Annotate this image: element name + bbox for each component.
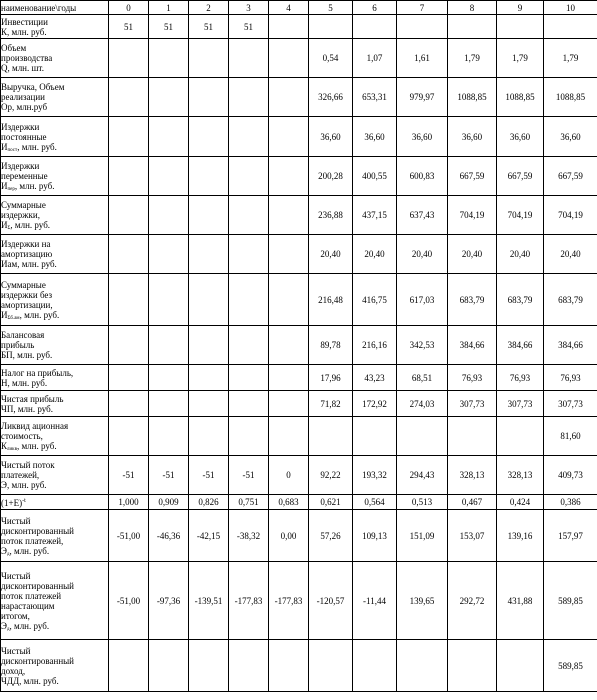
value-cell [149, 326, 189, 365]
value-cell [544, 15, 597, 39]
value-cell [189, 157, 229, 196]
row-label-line: Издержки [1, 161, 40, 171]
value-cell: 200,28 [309, 157, 353, 196]
value-cell [269, 117, 309, 157]
value-cell: 51 [229, 15, 269, 39]
value-cell: 437,15 [353, 196, 397, 235]
value-cell [309, 417, 353, 456]
row-label-line: Чистый [1, 570, 31, 581]
value-cell: -46,36 [149, 510, 189, 562]
value-cell [149, 157, 189, 196]
row-label-line: амортизацию [1, 249, 53, 259]
row-label-superscript: -t [22, 498, 26, 504]
value-cell: 307,73 [544, 391, 597, 417]
value-cell: 20,40 [448, 235, 497, 274]
row-label-line: постоянные [1, 131, 47, 142]
row-label-line: Чистый [1, 515, 31, 526]
row-label [1, 365, 109, 391]
value-cell: 89,78 [309, 326, 353, 365]
table-row [1, 417, 597, 456]
value-cell [229, 326, 269, 365]
value-cell: 704,19 [448, 196, 497, 235]
row-label-line: Объем [1, 43, 27, 53]
table-row [1, 78, 597, 117]
value-cell: 326,66 [309, 78, 353, 117]
value-cell: -51 [149, 456, 189, 495]
value-cell [149, 117, 189, 157]
row-label [1, 196, 109, 235]
value-cell [309, 640, 353, 692]
value-cell [149, 365, 189, 391]
row-label-line: Суммарные [1, 200, 46, 210]
row-label-line: реализации [1, 92, 45, 102]
value-cell: 274,03 [397, 391, 448, 417]
value-cell: 1088,85 [544, 78, 597, 117]
value-cell [397, 15, 448, 39]
row-label-line: Выручка, Объем [1, 82, 65, 92]
row-label [1, 391, 109, 417]
value-cell [109, 117, 149, 157]
value-cell: 342,53 [397, 326, 448, 365]
value-cell: 0,751 [229, 495, 269, 510]
value-cell [149, 640, 189, 692]
row-label-line: стоимость, [1, 431, 43, 441]
value-cell: -139,51 [189, 562, 229, 640]
row-label-line: прибыль [1, 340, 35, 350]
table-row [1, 235, 597, 274]
table-row [1, 39, 597, 78]
value-cell: 667,59 [544, 157, 597, 196]
table-row [1, 562, 597, 640]
value-cell: -51 [109, 456, 149, 495]
row-label-line: нарастающим [1, 600, 55, 611]
row-label-line: Балансовая [1, 330, 45, 340]
table-row [1, 196, 597, 235]
value-cell: 76,93 [448, 365, 497, 391]
value-cell: 36,60 [397, 117, 448, 157]
value-cell: 81,60 [544, 417, 597, 456]
row-label-subscript: д [6, 626, 10, 632]
value-cell: 683,79 [448, 274, 497, 326]
value-cell [448, 417, 497, 456]
value-cell: 216,16 [353, 326, 397, 365]
row-label-line: Чистый поток [1, 460, 55, 470]
value-cell: 409,73 [544, 456, 597, 495]
value-cell: 51 [149, 15, 189, 39]
value-cell [109, 235, 149, 274]
value-cell [269, 157, 309, 196]
value-cell [109, 391, 149, 417]
value-cell: 1,07 [353, 39, 397, 78]
row-label-line: издержки, [1, 210, 40, 220]
year-header: 3 [229, 1, 269, 15]
year-header: 9 [497, 1, 544, 15]
value-cell [109, 196, 149, 235]
row-label [1, 78, 109, 117]
value-cell [353, 640, 397, 692]
value-cell [149, 78, 189, 117]
value-cell: 1,79 [448, 39, 497, 78]
row-label [1, 495, 109, 510]
value-cell: 151,09 [397, 510, 448, 562]
value-cell: -38,32 [229, 510, 269, 562]
value-cell: 653,31 [353, 78, 397, 117]
value-cell [109, 640, 149, 692]
value-cell [269, 391, 309, 417]
value-cell [353, 417, 397, 456]
value-cell [109, 39, 149, 78]
value-cell [269, 365, 309, 391]
value-cell: 294,43 [397, 456, 448, 495]
row-label-line: Налог на прибыль, [1, 367, 74, 378]
value-cell: 51 [189, 15, 229, 39]
value-cell: 36,60 [448, 117, 497, 157]
value-cell: -177,83 [269, 562, 309, 640]
value-cell: 109,13 [353, 510, 397, 562]
row-label [1, 274, 109, 326]
value-cell: 20,40 [353, 235, 397, 274]
year-header: 2 [189, 1, 229, 15]
value-cell: -177,83 [229, 562, 269, 640]
row-label-subscript: Σ [7, 226, 11, 231]
value-cell [229, 196, 269, 235]
value-cell [189, 326, 229, 365]
year-header: 7 [397, 1, 448, 15]
value-cell: -11,44 [353, 562, 397, 640]
value-cell [109, 78, 149, 117]
value-cell: 637,43 [397, 196, 448, 235]
value-cell: 193,32 [353, 456, 397, 495]
value-cell: 76,93 [544, 365, 597, 391]
value-cell [269, 274, 309, 326]
row-label [1, 510, 109, 562]
row-label [1, 417, 109, 456]
value-cell: 172,92 [353, 391, 397, 417]
value-cell: 1,61 [397, 39, 448, 78]
value-cell: 589,85 [544, 640, 597, 692]
value-cell: 0,54 [309, 39, 353, 78]
value-cell: 0,386 [544, 495, 597, 510]
value-cell: 416,75 [353, 274, 397, 326]
value-cell: 307,73 [448, 391, 497, 417]
row-label [1, 235, 109, 274]
value-cell [397, 640, 448, 692]
value-cell: 0,621 [309, 495, 353, 510]
row-label [1, 326, 109, 365]
table-row [1, 326, 597, 365]
value-cell: 1,79 [544, 39, 597, 78]
value-cell: 0 [269, 456, 309, 495]
value-cell [149, 39, 189, 78]
value-cell: 71,82 [309, 391, 353, 417]
row-label-line: Н, млн. руб. [1, 377, 48, 388]
value-cell [448, 640, 497, 692]
table-row [1, 274, 597, 326]
row-label-line: переменные [1, 171, 48, 181]
value-cell [269, 39, 309, 78]
row-label-line: Э, млн. руб. [1, 480, 47, 490]
header-row [1, 1, 597, 15]
table-row [1, 495, 597, 510]
row-label-unit-line: $И_{\Sigma б.ам}$, млн. руб. [1, 309, 60, 321]
value-cell: 36,60 [309, 117, 353, 157]
row-label-unit-line: $К_{ликв}$, млн. руб. [1, 441, 57, 452]
row-label-line: дисконтированный [1, 580, 74, 591]
row-label-subscript: д [6, 551, 10, 557]
value-cell: 292,72 [448, 562, 497, 640]
row-label-line: Издержки [1, 121, 40, 132]
value-cell: 139,16 [497, 510, 544, 562]
value-cell: -120,57 [309, 562, 353, 640]
value-cell [149, 274, 189, 326]
value-cell: 36,60 [353, 117, 397, 157]
value-cell [229, 78, 269, 117]
value-cell [397, 417, 448, 456]
row-label-line: Q, млн. шт. [1, 63, 44, 73]
value-cell [229, 391, 269, 417]
value-cell: 0,683 [269, 495, 309, 510]
row-label-line: Ликвид ационная [1, 421, 69, 431]
value-cell [497, 15, 544, 39]
value-cell [109, 274, 149, 326]
value-cell: 589,85 [544, 562, 597, 640]
row-label-line: поток платежей, [1, 535, 64, 546]
value-cell: -51,00 [109, 562, 149, 640]
row-label-subscript: пер [7, 187, 15, 192]
row-label-line: платежей, [1, 470, 40, 480]
value-cell: 20,40 [309, 235, 353, 274]
row-label [1, 640, 109, 692]
row-label [1, 39, 109, 78]
value-cell: 683,79 [544, 274, 597, 326]
row-label-unit-line: $И_{пер}$, млн. руб. [1, 181, 55, 192]
value-cell: 704,19 [497, 196, 544, 235]
value-cell [149, 196, 189, 235]
value-cell [229, 235, 269, 274]
value-cell [189, 274, 229, 326]
row-label-unit-line: $Э_д$, млн. руб. [1, 620, 50, 632]
value-cell: 0,826 [189, 495, 229, 510]
value-cell [229, 117, 269, 157]
row-label-subscript: пост [7, 147, 18, 153]
value-cell: 236,88 [309, 196, 353, 235]
value-cell: 384,66 [497, 326, 544, 365]
value-cell: 57,26 [309, 510, 353, 562]
row-label-line: Иам, млн. руб. [1, 259, 57, 269]
year-header: 5 [309, 1, 353, 15]
value-cell [269, 640, 309, 692]
year-header: 6 [353, 1, 397, 15]
table-row [1, 510, 597, 562]
value-cell [309, 15, 353, 39]
value-cell: 0,00 [269, 510, 309, 562]
value-cell: 0,909 [149, 495, 189, 510]
value-cell: 17,96 [309, 365, 353, 391]
row-label-line: Чистая прибыль [1, 393, 64, 404]
value-cell: 683,79 [497, 274, 544, 326]
table-row [1, 391, 597, 417]
value-cell: 157,97 [544, 510, 597, 562]
row-label-line: Ор, млн.руб [1, 102, 48, 112]
value-cell: 20,40 [544, 235, 597, 274]
value-cell: 617,03 [397, 274, 448, 326]
value-cell [189, 78, 229, 117]
value-cell: 1088,85 [448, 78, 497, 117]
value-cell: 0,467 [448, 495, 497, 510]
row-label-line: дисконтированный [1, 525, 74, 536]
value-cell: 92,22 [309, 456, 353, 495]
row-label-unit-line: $И_{пост}$, млн. руб. [1, 141, 57, 153]
value-cell [269, 78, 309, 117]
value-cell [269, 15, 309, 39]
value-cell [109, 326, 149, 365]
row-label-line: доход, [1, 665, 26, 676]
value-cell: 667,59 [497, 157, 544, 196]
value-cell: 384,66 [544, 326, 597, 365]
row-label-unit-line: $И_\Sigma$, млн. руб. [1, 220, 51, 231]
value-cell [229, 365, 269, 391]
value-cell: 431,88 [497, 562, 544, 640]
value-cell: 600,83 [397, 157, 448, 196]
year-header: 10 [544, 1, 597, 15]
value-cell: 153,07 [448, 510, 497, 562]
value-cell: 139,65 [397, 562, 448, 640]
value-cell [189, 196, 229, 235]
value-cell [149, 417, 189, 456]
value-cell [109, 417, 149, 456]
row-label [1, 456, 109, 495]
value-cell: 979,97 [397, 78, 448, 117]
value-cell [353, 15, 397, 39]
value-cell [189, 391, 229, 417]
value-cell: 307,73 [497, 391, 544, 417]
value-cell [109, 157, 149, 196]
value-cell [189, 117, 229, 157]
row-label-line: производства [1, 53, 53, 63]
value-cell: -51 [189, 456, 229, 495]
row-label-line: издержки без [1, 289, 53, 300]
value-cell [448, 15, 497, 39]
value-cell: 1,000 [109, 495, 149, 510]
row-label-line: Суммарные [1, 279, 46, 290]
value-cell: 0,424 [497, 495, 544, 510]
value-cell [189, 235, 229, 274]
value-cell [189, 365, 229, 391]
row-label-line: Издержки на [1, 239, 51, 249]
value-cell: -42,15 [189, 510, 229, 562]
value-cell [269, 326, 309, 365]
year-header: 0 [109, 1, 149, 15]
row-label-line: дисконтированный [1, 655, 74, 666]
value-cell: 328,13 [497, 456, 544, 495]
value-cell: 1088,85 [497, 78, 544, 117]
value-cell [229, 39, 269, 78]
value-cell: 51 [109, 15, 149, 39]
row-label-line: ЧП, млн. руб. [1, 403, 53, 414]
value-cell: 20,40 [397, 235, 448, 274]
value-cell [229, 274, 269, 326]
value-cell: -51,00 [109, 510, 149, 562]
row-label-line: итогом, [1, 610, 30, 621]
row-label-line: ЧДД, млн. руб. [1, 675, 59, 686]
value-cell [229, 640, 269, 692]
value-cell [269, 196, 309, 235]
table-row [1, 640, 597, 692]
value-cell [269, 235, 309, 274]
value-cell [497, 640, 544, 692]
value-cell: 216,48 [309, 274, 353, 326]
row-label [1, 117, 109, 157]
row-label-line: БП, млн. руб. [1, 350, 53, 360]
value-cell [229, 157, 269, 196]
value-cell: 43,23 [353, 365, 397, 391]
value-cell [189, 39, 229, 78]
value-cell: 328,13 [448, 456, 497, 495]
value-cell [149, 391, 189, 417]
value-cell [269, 417, 309, 456]
value-cell: 1,79 [497, 39, 544, 78]
row-label-subscript: ликв [7, 447, 17, 452]
value-cell [189, 417, 229, 456]
value-cell: 667,59 [448, 157, 497, 196]
value-cell: 400,55 [353, 157, 397, 196]
row-label-line: $(1+E)^{-t}$ [1, 498, 26, 508]
row-label-line: амортизации, [1, 299, 53, 310]
row-label [1, 562, 109, 640]
table-row [1, 456, 597, 495]
year-header: 1 [149, 1, 189, 15]
value-cell [497, 417, 544, 456]
row-label [1, 15, 109, 39]
table-row [1, 157, 597, 196]
row-label [1, 157, 109, 196]
row-label-line: Инвестиции [1, 16, 48, 27]
table-row [1, 365, 597, 391]
value-cell: 36,60 [497, 117, 544, 157]
value-cell: -97,36 [149, 562, 189, 640]
year-header: 4 [269, 1, 309, 15]
row-label-line: Чистый [1, 645, 31, 656]
value-cell: 0,564 [353, 495, 397, 510]
header-label: наименование\годы [1, 1, 109, 15]
value-cell [229, 417, 269, 456]
value-cell [109, 365, 149, 391]
value-cell: 76,93 [497, 365, 544, 391]
value-cell [189, 640, 229, 692]
value-cell: 36,60 [544, 117, 597, 157]
value-cell [149, 235, 189, 274]
row-label-unit-line: $Э_д$, млн. руб. [1, 545, 50, 557]
year-header: 8 [448, 1, 497, 15]
value-cell: 68,51 [397, 365, 448, 391]
row-label-subscript: Σб.ам [7, 315, 20, 321]
value-cell: -51 [229, 456, 269, 495]
value-cell: 0,513 [397, 495, 448, 510]
row-label-line: К, млн. руб. [1, 26, 47, 37]
value-cell: 384,66 [448, 326, 497, 365]
value-cell: 704,19 [544, 196, 597, 235]
table-row [1, 117, 597, 157]
table-row [1, 15, 597, 39]
value-cell: 20,40 [497, 235, 544, 274]
row-label-line: поток платежей [1, 590, 62, 601]
